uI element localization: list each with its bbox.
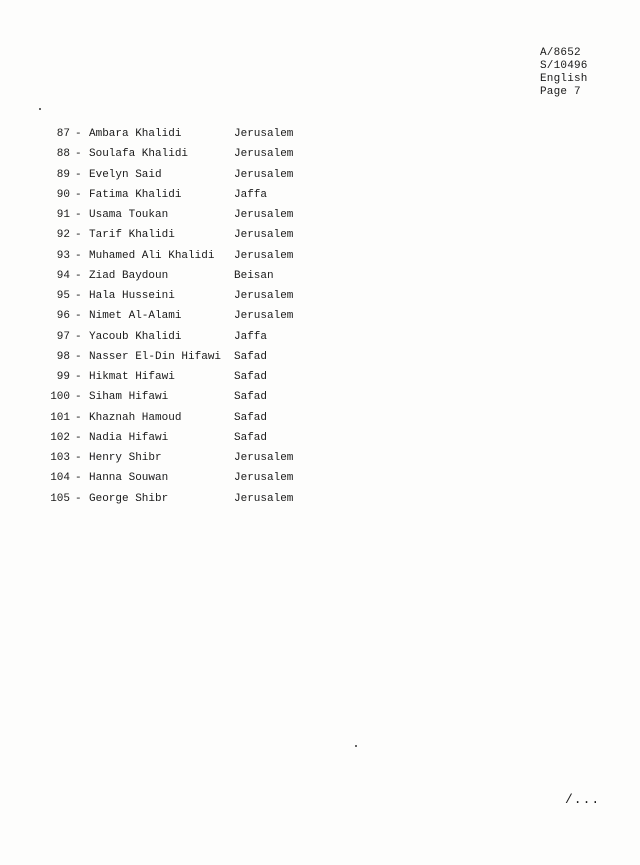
entry-separator: - (75, 472, 82, 485)
entry-person-name: Nasser El-Din Hifawi (89, 350, 222, 363)
list-item (40, 350, 360, 370)
entry-number: 102 (50, 431, 70, 444)
entry-number: 101 (50, 411, 70, 424)
list-item (40, 390, 360, 410)
entry-person-name: Usama Toukan (89, 209, 169, 221)
entry-person-name: Ziad Baydoun (89, 269, 169, 282)
entry-number: 89 (56, 168, 70, 181)
entry-separator: - (75, 330, 82, 343)
list-item (40, 147, 360, 167)
document-header (540, 47, 588, 99)
entry-number: 104 (50, 472, 70, 485)
list-item (40, 492, 360, 512)
page-number: Page 7 (540, 86, 581, 98)
entry-number: 92 (56, 229, 70, 242)
entry-number: 94 (56, 269, 70, 282)
entry-city: Safad (234, 350, 268, 363)
entry-person-name: Henry Shibr (89, 452, 162, 464)
entry-separator: - (75, 391, 82, 404)
entry-person-name: George Shibr (89, 492, 169, 505)
list-item (40, 309, 360, 329)
entry-separator: - (75, 290, 82, 302)
entry-separator: - (75, 371, 82, 383)
entry-separator: - (75, 128, 82, 140)
entry-number: 95 (56, 290, 70, 302)
scan-speck (355, 745, 357, 747)
entry-separator: - (75, 249, 82, 262)
entry-city: Jerusalem (234, 128, 294, 140)
entry-person-name: Nadia Hifawi (89, 431, 169, 444)
entry-city: Jerusalem (234, 148, 294, 161)
entry-person-name: Evelyn Said (89, 168, 162, 181)
entry-person-name: Muhamed Ali Khalidi (89, 249, 215, 262)
entry-person-name: Yacoub Khalidi (89, 330, 182, 343)
list-item (40, 269, 360, 289)
entry-city: Jaffa (234, 188, 268, 201)
doc-code-assembly: A/8652 (540, 47, 581, 59)
document-language: English (540, 73, 588, 85)
entry-person-name: Khaznah Hamoud (89, 411, 182, 424)
list-item (40, 451, 360, 471)
entry-separator: - (75, 411, 82, 424)
entry-person-name: Hanna Souwan (89, 472, 169, 485)
entry-city: Jerusalem (234, 249, 294, 262)
entry-city: Jerusalem (234, 452, 294, 464)
entry-number: 97 (56, 330, 70, 343)
entry-person-name: Soulafa Khalidi (89, 148, 189, 161)
list-item (40, 127, 360, 147)
entry-city: Jerusalem (234, 472, 294, 485)
entry-city: Jerusalem (234, 290, 294, 302)
entry-person-name: Fatima Khalidi (89, 188, 182, 201)
list-item (40, 330, 360, 350)
entry-separator: - (75, 229, 82, 242)
list-item (40, 431, 360, 451)
entry-number: 90 (56, 188, 70, 201)
entry-city: Jerusalem (234, 310, 294, 323)
entry-number: 93 (56, 249, 70, 262)
entry-number: 87 (56, 128, 70, 140)
entry-separator: - (75, 452, 82, 464)
entry-number: 105 (50, 492, 70, 505)
entry-separator: - (75, 148, 82, 161)
entry-separator: - (75, 209, 82, 221)
entry-person-name: Nimet Al-Alami (89, 310, 182, 323)
entry-city: Jerusalem (234, 229, 294, 242)
list-item (40, 168, 360, 188)
list-item (40, 188, 360, 208)
entry-city: Jaffa (234, 330, 268, 343)
list-item (40, 289, 360, 309)
entry-city: Safad (234, 411, 268, 424)
list-item (40, 228, 360, 248)
scan-speck (39, 108, 41, 110)
entry-city: Jerusalem (234, 492, 294, 505)
entry-separator: - (75, 492, 82, 505)
entry-separator: - (75, 350, 82, 363)
entry-separator: - (75, 269, 82, 282)
list-item (40, 208, 360, 228)
name-list (40, 127, 360, 512)
entry-number: 91 (56, 209, 70, 221)
list-item (40, 411, 360, 431)
doc-code-security-council: S/10496 (540, 60, 588, 72)
entry-city: Safad (234, 431, 268, 444)
entry-number: 98 (56, 350, 70, 363)
list-item (40, 249, 360, 269)
entry-separator: - (75, 431, 82, 444)
continuation-mark: /... (565, 792, 601, 807)
entry-number: 103 (50, 452, 70, 464)
entry-number: 96 (56, 310, 70, 323)
entry-separator: - (75, 188, 82, 201)
entry-person-name: Ambara Khalidi (89, 128, 182, 140)
list-item (40, 370, 360, 390)
entry-number: 100 (50, 391, 70, 404)
entry-person-name: Hala Husseini (89, 290, 175, 302)
entry-city: Beisan (234, 269, 274, 282)
entry-city: Jerusalem (234, 168, 294, 181)
entry-person-name: Tarif Khalidi (89, 229, 175, 242)
entry-city: Safad (234, 391, 268, 404)
entry-city: Jerusalem (234, 209, 294, 221)
entry-person-name: Hikmat Hifawi (89, 371, 175, 383)
entry-city: Safad (234, 371, 268, 383)
entry-separator: - (75, 310, 82, 323)
entry-number: 88 (56, 148, 70, 161)
entry-number: 99 (56, 371, 70, 383)
entry-person-name: Siham Hifawi (89, 391, 169, 404)
list-item (40, 471, 360, 491)
entry-separator: - (75, 168, 82, 181)
